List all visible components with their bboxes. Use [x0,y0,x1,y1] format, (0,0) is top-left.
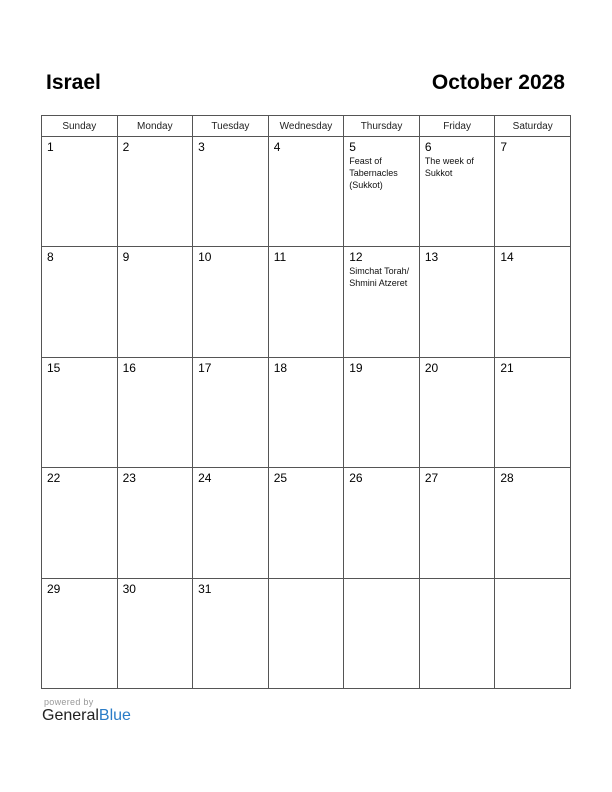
day-cell [419,357,495,467]
day-cell [193,357,269,467]
day-cell [268,468,344,578]
day-number: 14 [500,250,514,265]
day-number: 24 [198,471,212,486]
week-row [42,137,571,247]
brand-general: General [42,707,99,724]
day-cell [419,468,495,578]
day-number: 12 [349,250,363,265]
day-number: 26 [349,471,363,486]
day-cell [42,247,118,357]
week-row [42,468,571,578]
day-cell [344,357,420,467]
month-title: October 2028 [431,71,565,94]
day-cell [117,137,193,247]
day-number: 1 [47,140,54,154]
day-number: 5 [349,140,356,154]
day-cell [268,357,344,467]
day-cell [193,468,269,578]
day-number: 4 [273,140,281,154]
day-cell [42,578,118,688]
day-number: 27 [424,471,439,486]
day-cell [419,247,495,357]
brand-blue: Blue [98,707,131,724]
day-number: 29 [47,581,61,596]
day-cell [117,468,193,578]
weekday-monday: Monday [117,116,193,137]
weekday-thursday: Thursday [344,116,420,137]
day-number: 9 [122,250,130,265]
day-cell [344,247,420,357]
day-cell [495,578,571,688]
week-row [42,247,571,357]
brand-logo [42,707,131,725]
day-number: 17 [198,360,212,375]
day-number: 15 [47,360,61,375]
powered-by-label: powered by [44,697,94,707]
day-cell [268,247,344,357]
country-title: Israel [46,71,101,94]
day-number: 31 [198,581,212,596]
day-number: 10 [198,250,212,265]
day-number: 30 [122,581,136,596]
weekday-saturday: Saturday [495,116,571,137]
day-number: 23 [122,471,136,486]
holiday-label: Feast of Tabernacles (Sukkot) [349,156,398,190]
day-cell [117,578,193,688]
weekday-sunday: Sunday [42,116,118,137]
day-cell [495,137,571,247]
day-cell [495,468,571,578]
day-number: 2 [122,140,130,154]
day-cell [42,357,118,467]
day-cell [419,137,495,247]
day-number: 13 [424,250,439,265]
weekday-header-row [42,116,571,137]
day-cell [42,137,118,247]
day-cell [117,357,193,467]
day-cell [495,357,571,467]
day-number: 11 [273,250,287,265]
weekday-tuesday: Tuesday [193,116,269,137]
day-number: 8 [47,250,54,265]
day-cell [193,578,269,688]
day-number: 6 [424,140,432,154]
week-row [42,578,571,688]
day-number: 20 [424,360,439,375]
weekday-friday: Friday [419,116,495,137]
holiday-label: Simchat Torah/ Shmini Atzeret [349,266,410,289]
holiday-label: The week of Sukkot [424,156,474,178]
day-cell [419,578,495,688]
day-cell [193,247,269,357]
weekday-wednesday: Wednesday [268,116,344,137]
day-cell [268,578,344,688]
day-cell [344,578,420,688]
day-number: 16 [122,360,136,375]
day-cell [193,137,269,247]
day-cell [42,468,118,578]
day-cell [495,247,571,357]
day-number: 18 [273,360,288,375]
calendar-grid [41,115,571,689]
day-number: 19 [349,360,363,375]
day-cell [344,137,420,247]
day-number: 7 [500,140,508,154]
day-cell [344,468,420,578]
day-number: 28 [500,471,514,486]
day-number: 22 [47,471,61,486]
week-row [42,357,571,467]
day-number: 3 [198,140,205,154]
day-number: 21 [500,360,514,375]
day-number: 25 [273,471,288,486]
day-cell [117,247,193,357]
day-cell [268,137,344,247]
